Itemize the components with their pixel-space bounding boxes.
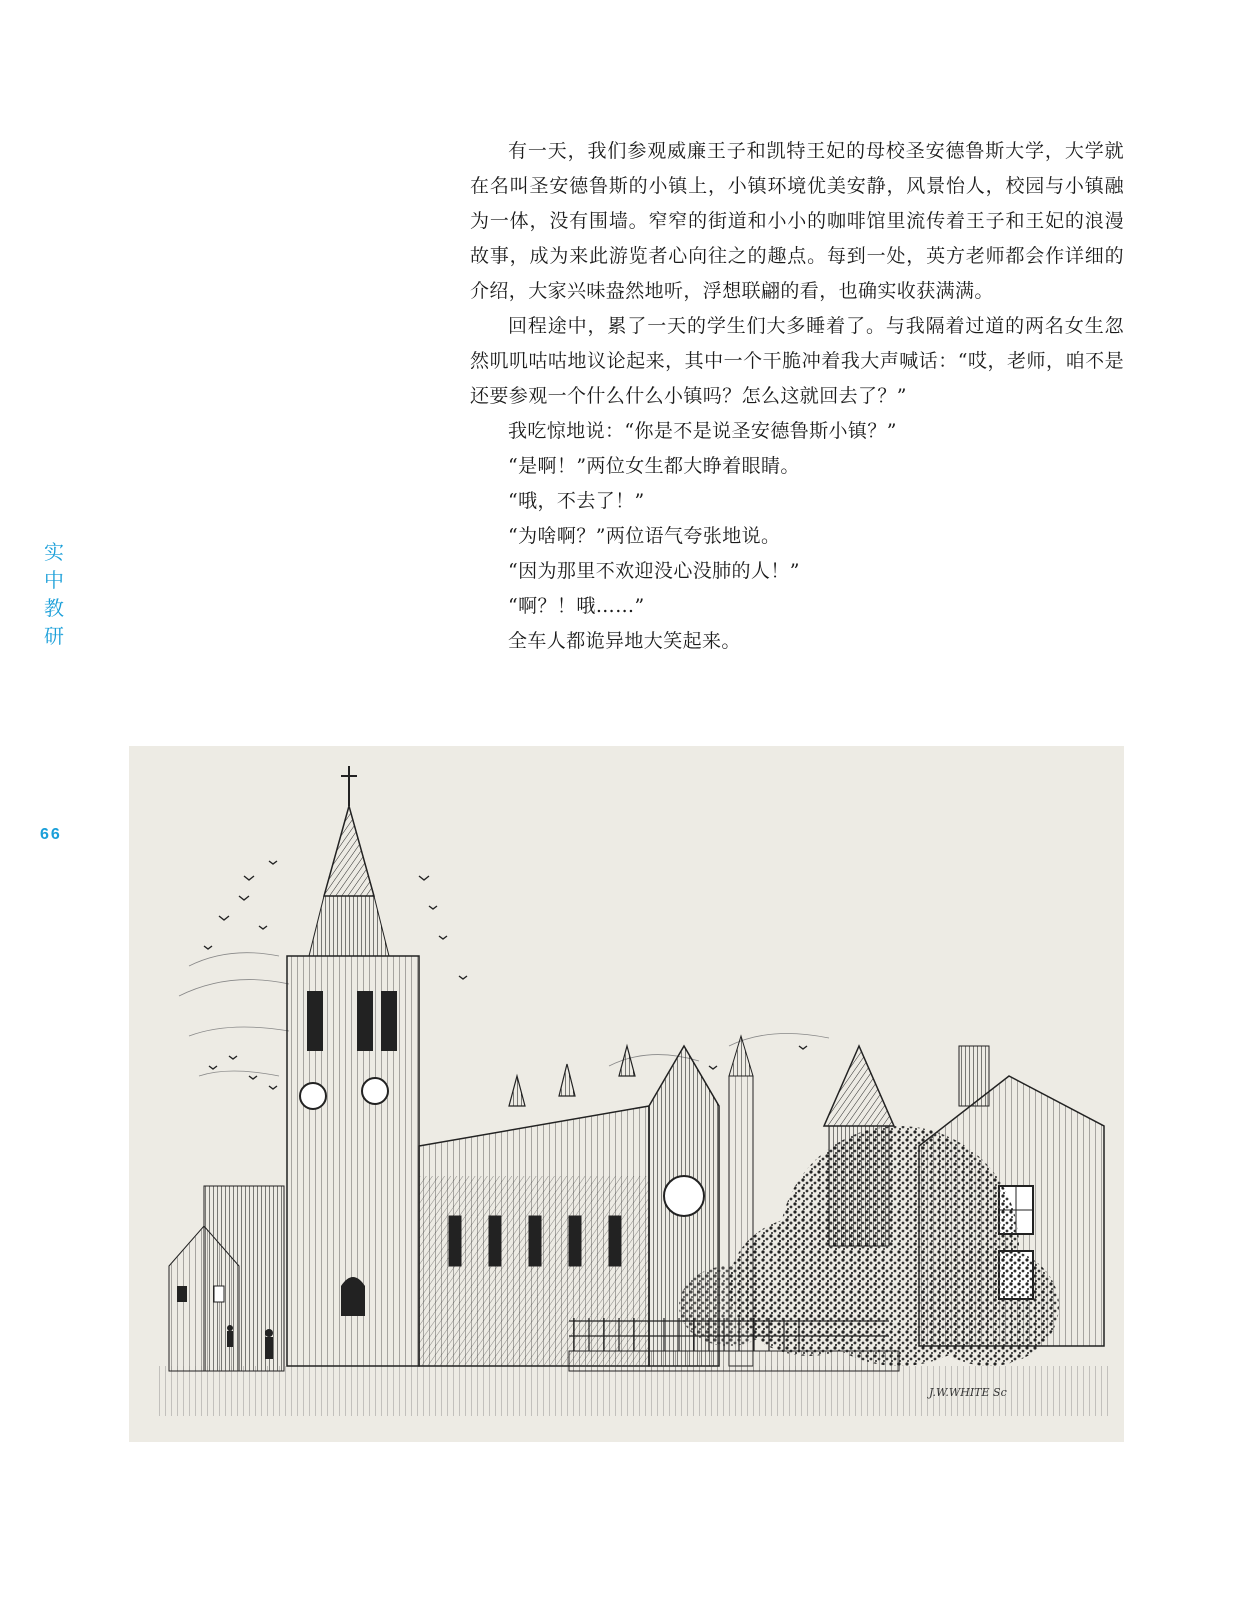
engraving-svg [129,746,1124,1442]
sky-strokes [179,953,829,1076]
side-label-char: 实 [44,540,64,564]
paragraph: “哦，不去了！” [508,490,645,512]
side-label-char: 中 [44,568,64,592]
paragraph: “为啥啊？”两位语气夸张地说。 [508,525,781,547]
article-body [470,134,1124,659]
church-engraving-illustration [129,746,1124,1442]
engraver-signature: J.W.WHITE Sc [929,1386,1007,1399]
church-tower [287,766,419,1366]
paragraph: 我吃惊地说：“你是不是说圣安德鲁斯小镇？” [508,420,897,442]
church-nave [419,1046,649,1366]
side-label-char: 教 [44,596,64,620]
side-label [42,538,66,650]
page-number: 66 [40,826,62,843]
side-label-char: 研 [44,624,64,648]
paragraph: “啊？！哦……” [508,595,645,617]
paragraph: 回程途中，累了一天的学生们大多睡着了。与我隔着过道的两名女生忽然叽叽咕咕地议论起来，其中一个干脆冲着我大声喊话：“哎，老师，咱不是还要参观一个什么什么小镇吗？怎么这就回去了？” [470,315,1124,407]
paragraph: “因为那里不欢迎没心没肺的人！” [508,560,800,582]
paragraph: 全车人都诡异地大笑起来。 [508,630,741,652]
paragraph: “是啊！”两位女生都大睁着眼睛。 [508,455,800,477]
paragraph: 有一天，我们参观威廉王子和凯特王妃的母校圣安德鲁斯大学，大学就在名叫圣安德鲁斯的小镇上，小镇环境优美安静，风景怡人，校园与小镇融为一体，没有围墙。窄窄的街道和小小的咖啡馆里流传着王子和王妃的浪漫故事，成为来此游览者心向往之的趣点。每到一处，英方老师都会作详细的介绍，大家兴味盎然地听，浮想联翩的看，也确实收获满满。 [470,140,1124,302]
